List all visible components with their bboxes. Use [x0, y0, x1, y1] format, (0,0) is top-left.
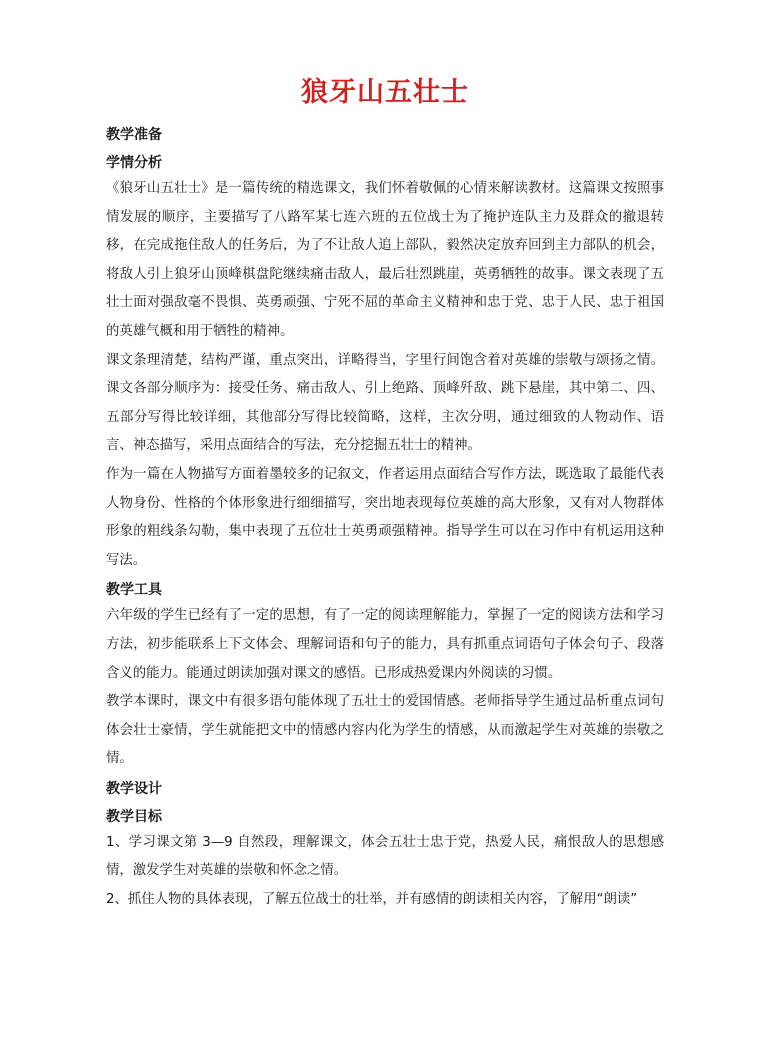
section-heading: 教学目标 — [106, 808, 162, 825]
section-heading: 学情分析 — [106, 155, 162, 171]
paragraph: 1、学习课文第 3—9 自然段，理解课文，体会五壮士忠于党，热爱人民，痛恨敌人的思想感情，激发学生对英雄的崇敬和怀念之情。 — [106, 834, 664, 879]
section-heading: 教学工具 — [106, 582, 162, 599]
paragraph: 《狼牙山五壮士》是一篇传统的精选课文，我们怀着敬佩的心情来解读教材。这篇课文按照事情发展的顺序，主要描写了八路军某七连六班的五位战士为了掩护连队主力及群众的撤退转移，在完成拖住敌人的任务后，为了不让敌人追上部队，毅然决定放弃回到主力部队的机会，将敌人引上狼牙山顶峰棋盘陀继续痛击敌人，最后壮烈跳崖，英勇牺牲的故事。课文表现了五壮士面对强敌毫不畏惧、英勇顽强、宁死不屈的革命主义精神和忠于党、忠于人民、忠于祖国的英雄气概和用于牺牲的精神。 — [106, 181, 664, 339]
section-heading: 教学准备 — [106, 127, 162, 143]
paragraph: 教学本课时，课文中有很多语句能体现了五壮士的爱国情感。老师指导学生通过品析重点词句体会壮士豪情，学生就能把文中的情感内容内化为学生的情感，从而激起学生对英雄的崇敬之情。 — [106, 694, 664, 767]
section-heading: 教学设计 — [106, 780, 162, 797]
paragraph: 六年级的学生已经有了一定的思想，有了一定的阅读理解能力，掌握了一定的阅读方法和学习方法，初步能联系上下文体会、理解词语和句子的能力，具有抓重点词语句子体会句子、段落含义的能力。能通过朗读加强对课文的感悟。已形成热爱课内外阅读的习惯。 — [106, 608, 664, 681]
document-title: 狼牙山五壮士 — [301, 77, 469, 108]
paragraph: 作为一篇在人物描写方面着墨较多的记叙文，作者运用点面结合写作方法，既选取了最能代表人物身份、性格的个体形象进行细细描写，突出地表现每位英雄的高大形象，又有对人物群体形象的粗线条勾勒，集中表现了五位壮士英勇顽强精神。指导学生可以在习作中有机运用这种写法。 — [106, 466, 664, 568]
paragraph: 课文条理清楚，结构严谨，重点突出，详略得当，字里行间饱含着对英雄的崇敬与颂扬之情。课文各部分顺序为：接受任务、痛击敌人、引上绝路、顶峰歼敌、跳下悬崖，其中第二、四、五部分写得比较详细，其他部分写得比较简略，这样，主次分明，通过细致的人物动作、语言、神态描写，采用点面结合的写法，充分挖掘五壮士的精神。 — [106, 352, 664, 454]
paragraph: 2、抓住人物的具体表现，了解五位战士的壮举，并有感情的朗读相关内容，了解用“朗读” — [106, 892, 638, 908]
